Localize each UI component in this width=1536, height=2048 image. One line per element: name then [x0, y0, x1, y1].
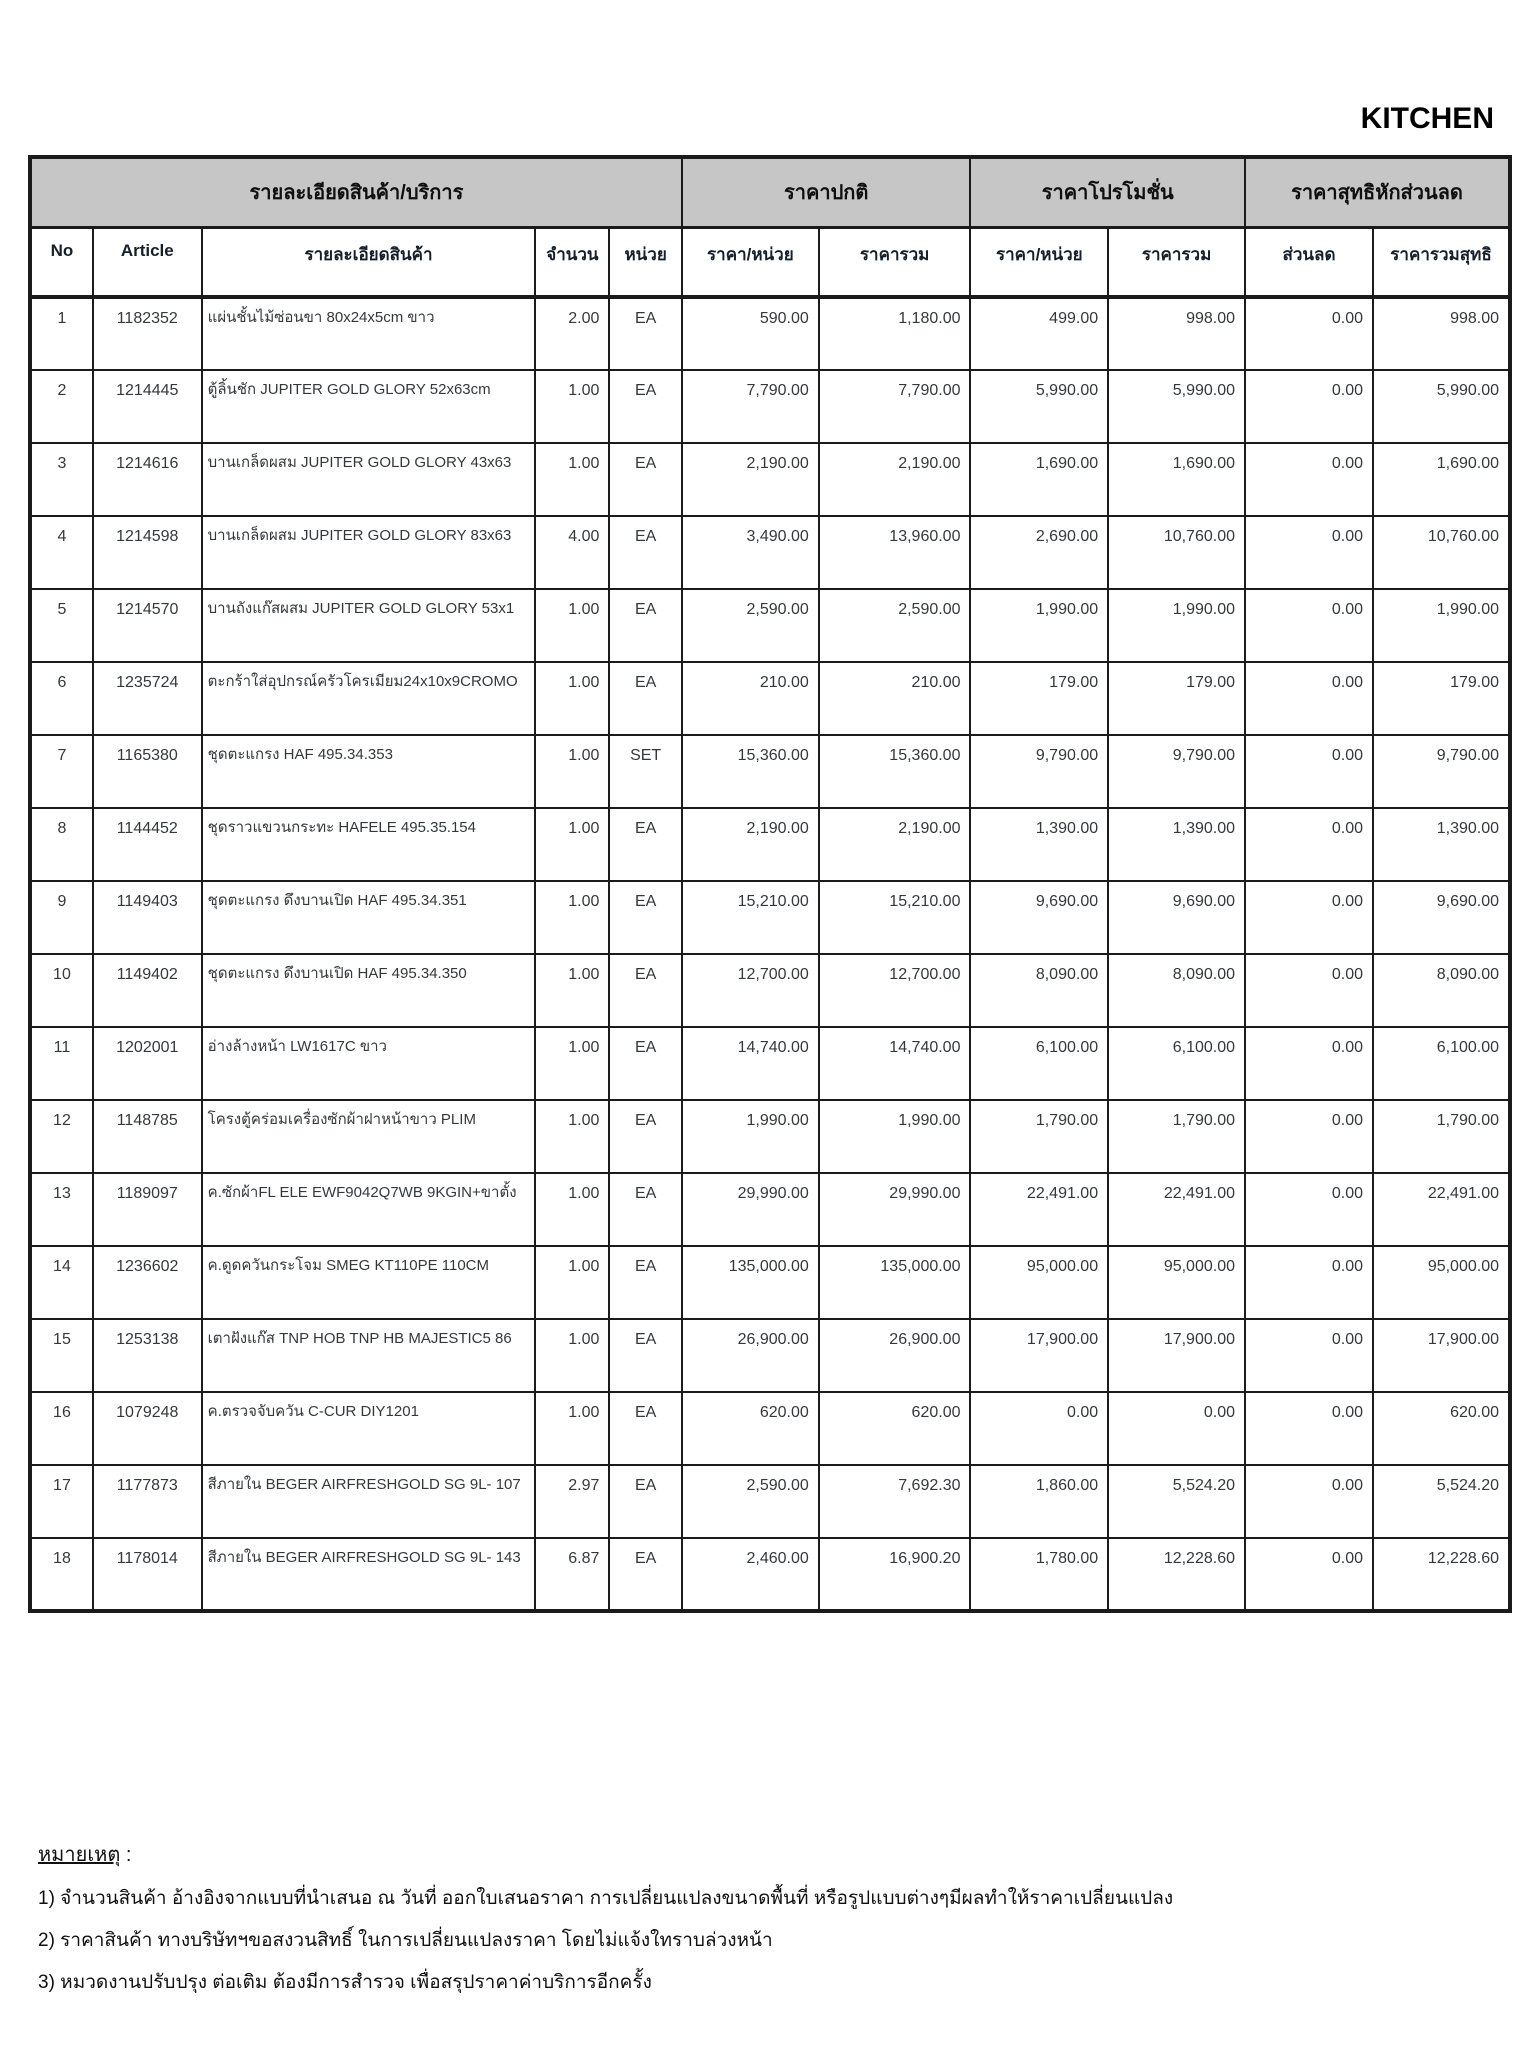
cell-discount: 0.00 — [1245, 370, 1373, 443]
cell-normal-unit-price: 2,190.00 — [682, 443, 819, 516]
cell-net-total: 1,390.00 — [1373, 808, 1510, 881]
cell-discount: 0.00 — [1245, 1173, 1373, 1246]
table-row — [30, 1100, 1510, 1173]
cell-quantity: 1.00 — [535, 881, 609, 954]
cell-net-total: 998.00 — [1373, 297, 1510, 370]
cell-unit: EA — [609, 297, 682, 370]
table-row — [30, 808, 1510, 881]
table-row — [30, 1246, 1510, 1319]
table-row — [30, 1392, 1510, 1465]
cell-discount: 0.00 — [1245, 516, 1373, 589]
cell-net-total: 6,100.00 — [1373, 1027, 1510, 1100]
cell-quantity: 1.00 — [535, 589, 609, 662]
cell-description: ตู้ลิ้นชัก JUPITER GOLD GLORY 52x63cm — [202, 370, 536, 443]
cell-article-number: 1149402 — [93, 954, 202, 1027]
cell-description: ค.ดูดควันกระโจม SMEG KT110PE 110CM — [202, 1246, 536, 1319]
notes-heading-label: หมายเหตุ — [38, 1844, 121, 1866]
cell-net-total: 179.00 — [1373, 662, 1510, 735]
table-row — [30, 589, 1510, 662]
cell-promo-unit-price: 179.00 — [970, 662, 1108, 735]
cell-row-number: 6 — [30, 662, 93, 735]
cell-net-total: 12,228.60 — [1373, 1538, 1510, 1611]
cell-quantity: 1.00 — [535, 443, 609, 516]
cell-description: ชุดตะแกรง HAF 495.34.353 — [202, 735, 536, 808]
cell-normal-unit-price: 1,990.00 — [682, 1100, 819, 1173]
cell-discount: 0.00 — [1245, 1100, 1373, 1173]
cell-row-number: 8 — [30, 808, 93, 881]
cell-promo-unit-price: 1,780.00 — [970, 1538, 1108, 1611]
col-header-promo-total: ราคารวม — [1108, 227, 1245, 297]
cell-promo-total: 17,900.00 — [1108, 1319, 1245, 1392]
cell-article-number: 1214445 — [93, 370, 202, 443]
cell-discount: 0.00 — [1245, 662, 1373, 735]
notes-heading — [38, 1845, 1173, 1865]
cell-normal-total: 14,740.00 — [819, 1027, 971, 1100]
cell-row-number: 7 — [30, 735, 93, 808]
cell-promo-total: 179.00 — [1108, 662, 1245, 735]
cell-discount: 0.00 — [1245, 1319, 1373, 1392]
cell-discount: 0.00 — [1245, 1392, 1373, 1465]
table-row — [30, 370, 1510, 443]
cell-quantity: 1.00 — [535, 1027, 609, 1100]
cell-unit: EA — [609, 1538, 682, 1611]
cell-discount: 0.00 — [1245, 1027, 1373, 1100]
cell-unit: EA — [609, 370, 682, 443]
cell-unit: EA — [609, 1173, 682, 1246]
cell-row-number: 9 — [30, 881, 93, 954]
cell-row-number: 15 — [30, 1319, 93, 1392]
col-header-normal-total: ราคารวม — [819, 227, 971, 297]
cell-net-total: 95,000.00 — [1373, 1246, 1510, 1319]
cell-normal-unit-price: 2,590.00 — [682, 589, 819, 662]
cell-quantity: 1.00 — [535, 1100, 609, 1173]
cell-article-number: 1178014 — [93, 1538, 202, 1611]
cell-promo-total: 9,790.00 — [1108, 735, 1245, 808]
cell-article-number: 1182352 — [93, 297, 202, 370]
cell-normal-unit-price: 2,460.00 — [682, 1538, 819, 1611]
cell-normal-total: 135,000.00 — [819, 1246, 971, 1319]
cell-promo-unit-price: 1,790.00 — [970, 1100, 1108, 1173]
cell-quantity: 1.00 — [535, 1392, 609, 1465]
note-line-2: 2) ราคาสินค้า ทางบริษัทฯขอสงวนสิทธิ์ ในการเปลี่ยนแปลงราคา โดยไม่แจ้งใทราบล่วงหน้า — [38, 1930, 773, 1951]
table-row — [30, 662, 1510, 735]
cell-article-number: 1214598 — [93, 516, 202, 589]
cell-promo-total: 1,790.00 — [1108, 1100, 1245, 1173]
cell-quantity: 1.00 — [535, 370, 609, 443]
cell-quantity: 6.87 — [535, 1538, 609, 1611]
cell-row-number: 18 — [30, 1538, 93, 1611]
cell-normal-unit-price: 14,740.00 — [682, 1027, 819, 1100]
cell-article-number: 1202001 — [93, 1027, 202, 1100]
cell-unit: EA — [609, 516, 682, 589]
cell-unit: EA — [609, 1392, 682, 1465]
table-row — [30, 1319, 1510, 1392]
cell-promo-unit-price: 1,390.00 — [970, 808, 1108, 881]
column-header-row — [30, 227, 1510, 297]
cell-promo-unit-price: 9,690.00 — [970, 881, 1108, 954]
cell-row-number: 11 — [30, 1027, 93, 1100]
cell-unit: EA — [609, 881, 682, 954]
cell-unit: EA — [609, 1100, 682, 1173]
cell-row-number: 2 — [30, 370, 93, 443]
cell-normal-total: 2,590.00 — [819, 589, 971, 662]
cell-row-number: 10 — [30, 954, 93, 1027]
cell-net-total: 17,900.00 — [1373, 1319, 1510, 1392]
cell-description: ชุดตะแกรง ดึงบานเปิด HAF 495.34.350 — [202, 954, 536, 1027]
cell-description: สีภายใน BEGER AIRFRESHGOLD SG 9L- 107 — [202, 1465, 536, 1538]
cell-promo-total: 8,090.00 — [1108, 954, 1245, 1027]
cell-discount: 0.00 — [1245, 589, 1373, 662]
cell-row-number: 1 — [30, 297, 93, 370]
cell-normal-unit-price: 210.00 — [682, 662, 819, 735]
cell-normal-unit-price: 590.00 — [682, 297, 819, 370]
cell-unit: EA — [609, 1246, 682, 1319]
cell-promo-unit-price: 0.00 — [970, 1392, 1108, 1465]
cell-unit: EA — [609, 808, 682, 881]
cell-net-total: 620.00 — [1373, 1392, 1510, 1465]
group-header-net-after-discount: ราคาสุทธิหักส่วนลด — [1245, 157, 1510, 227]
group-header-product-details: รายละเอียดสินค้า/บริการ — [30, 157, 682, 227]
cell-description: บานถังแก๊สผสม JUPITER GOLD GLORY 53x1 — [202, 589, 536, 662]
group-header-promo-price: ราคาโปรโมชั่น — [970, 157, 1245, 227]
col-header-discount: ส่วนลด — [1245, 227, 1373, 297]
cell-article-number: 1148785 — [93, 1100, 202, 1173]
cell-description: อ่างล้างหน้า LW1617C ขาว — [202, 1027, 536, 1100]
cell-net-total: 5,990.00 — [1373, 370, 1510, 443]
cell-promo-total: 998.00 — [1108, 297, 1245, 370]
cell-description: เตาฝังแก๊ส TNP HOB TNP HB MAJESTIC5 86 — [202, 1319, 536, 1392]
cell-discount: 0.00 — [1245, 954, 1373, 1027]
cell-quantity: 2.97 — [535, 1465, 609, 1538]
cell-normal-total: 7,790.00 — [819, 370, 971, 443]
cell-promo-total: 12,228.60 — [1108, 1538, 1245, 1611]
cell-article-number: 1177873 — [93, 1465, 202, 1538]
cell-promo-unit-price: 22,491.00 — [970, 1173, 1108, 1246]
cell-promo-unit-price: 17,900.00 — [970, 1319, 1108, 1392]
cell-net-total: 10,760.00 — [1373, 516, 1510, 589]
cell-unit: EA — [609, 1465, 682, 1538]
notes-heading-colon: : — [120, 1844, 132, 1866]
cell-normal-unit-price: 620.00 — [682, 1392, 819, 1465]
cell-promo-unit-price: 1,690.00 — [970, 443, 1108, 516]
cell-quantity: 1.00 — [535, 1319, 609, 1392]
cell-row-number: 5 — [30, 589, 93, 662]
col-header-net-total: ราคารวมสุทธิ — [1373, 227, 1510, 297]
cell-row-number: 3 — [30, 443, 93, 516]
cell-promo-unit-price: 499.00 — [970, 297, 1108, 370]
cell-quantity: 1.00 — [535, 808, 609, 881]
cell-unit: EA — [609, 954, 682, 1027]
cell-normal-total: 2,190.00 — [819, 808, 971, 881]
cell-article-number: 1214616 — [93, 443, 202, 516]
cell-promo-unit-price: 8,090.00 — [970, 954, 1108, 1027]
table-row — [30, 1465, 1510, 1538]
cell-net-total: 1,790.00 — [1373, 1100, 1510, 1173]
cell-promo-unit-price: 1,860.00 — [970, 1465, 1108, 1538]
cell-article-number: 1189097 — [93, 1173, 202, 1246]
cell-article-number: 1149403 — [93, 881, 202, 954]
cell-article-number: 1214570 — [93, 589, 202, 662]
cell-promo-unit-price: 95,000.00 — [970, 1246, 1108, 1319]
cell-description: แผ่นชั้นไม้ซ่อนขา 80x24x5cm ขาว — [202, 297, 536, 370]
cell-quantity: 1.00 — [535, 1173, 609, 1246]
cell-promo-total: 5,990.00 — [1108, 370, 1245, 443]
cell-unit: EA — [609, 662, 682, 735]
cell-quantity: 1.00 — [535, 662, 609, 735]
cell-row-number: 13 — [30, 1173, 93, 1246]
cell-normal-unit-price: 2,590.00 — [682, 1465, 819, 1538]
cell-normal-unit-price: 2,190.00 — [682, 808, 819, 881]
table-header — [30, 157, 1510, 297]
cell-row-number: 17 — [30, 1465, 93, 1538]
cell-normal-unit-price: 7,790.00 — [682, 370, 819, 443]
cell-promo-unit-price: 6,100.00 — [970, 1027, 1108, 1100]
cell-article-number: 1165380 — [93, 735, 202, 808]
cell-promo-unit-price: 9,790.00 — [970, 735, 1108, 808]
cell-net-total: 9,690.00 — [1373, 881, 1510, 954]
cell-promo-total: 1,690.00 — [1108, 443, 1245, 516]
cell-normal-total: 16,900.20 — [819, 1538, 971, 1611]
cell-net-total: 9,790.00 — [1373, 735, 1510, 808]
cell-discount: 0.00 — [1245, 1465, 1373, 1538]
cell-normal-total: 210.00 — [819, 662, 971, 735]
cell-promo-total: 10,760.00 — [1108, 516, 1245, 589]
cell-discount: 0.00 — [1245, 735, 1373, 808]
cell-normal-unit-price: 12,700.00 — [682, 954, 819, 1027]
cell-promo-total: 95,000.00 — [1108, 1246, 1245, 1319]
table-row — [30, 735, 1510, 808]
cell-promo-total: 5,524.20 — [1108, 1465, 1245, 1538]
cell-quantity: 1.00 — [535, 954, 609, 1027]
cell-quantity: 1.00 — [535, 735, 609, 808]
cell-normal-total: 15,210.00 — [819, 881, 971, 954]
cell-normal-total: 7,692.30 — [819, 1465, 971, 1538]
cell-unit: EA — [609, 1319, 682, 1392]
cell-normal-total: 29,990.00 — [819, 1173, 971, 1246]
cell-article-number: 1079248 — [93, 1392, 202, 1465]
table-row — [30, 1173, 1510, 1246]
cell-unit: EA — [609, 1027, 682, 1100]
cell-normal-total: 26,900.00 — [819, 1319, 971, 1392]
quotation-table — [28, 155, 1512, 1613]
notes-section — [38, 1845, 1173, 2015]
cell-normal-unit-price: 15,360.00 — [682, 735, 819, 808]
col-header-description: รายละเอียดสินค้า — [202, 227, 536, 297]
cell-net-total: 5,524.20 — [1373, 1465, 1510, 1538]
col-header-unit: หน่วย — [609, 227, 682, 297]
cell-normal-unit-price: 26,900.00 — [682, 1319, 819, 1392]
cell-discount: 0.00 — [1245, 1538, 1373, 1611]
cell-promo-unit-price: 2,690.00 — [970, 516, 1108, 589]
table-row — [30, 297, 1510, 370]
cell-row-number: 14 — [30, 1246, 93, 1319]
cell-description: บานเกล็ดผสม JUPITER GOLD GLORY 83x63 — [202, 516, 536, 589]
cell-promo-unit-price: 5,990.00 — [970, 370, 1108, 443]
cell-quantity: 4.00 — [535, 516, 609, 589]
cell-net-total: 1,990.00 — [1373, 589, 1510, 662]
table-row — [30, 954, 1510, 1027]
cell-normal-total: 13,960.00 — [819, 516, 971, 589]
col-header-article: Article — [93, 227, 202, 297]
cell-quantity: 1.00 — [535, 1246, 609, 1319]
cell-row-number: 16 — [30, 1392, 93, 1465]
cell-description: โครงตู้คร่อมเครื่องซักผ้าฝาหน้าขาว PLIM — [202, 1100, 536, 1173]
cell-normal-total: 12,700.00 — [819, 954, 971, 1027]
cell-promo-total: 1,990.00 — [1108, 589, 1245, 662]
cell-promo-total: 22,491.00 — [1108, 1173, 1245, 1246]
cell-article-number: 1253138 — [93, 1319, 202, 1392]
cell-description: ค.ซักผ้าFL ELE EWF9042Q7WB 9KGIN+ขาตั้ง — [202, 1173, 536, 1246]
cell-normal-total: 15,360.00 — [819, 735, 971, 808]
cell-net-total: 1,690.00 — [1373, 443, 1510, 516]
cell-row-number: 4 — [30, 516, 93, 589]
table-row — [30, 516, 1510, 589]
note-line-3: 3) หมวดงานปรับปรุง ต่อเติม ต้องมีการสำรวจ เพื่อสรุปราคาค่าบริการอีกครั้ง — [38, 1972, 652, 1993]
table-row — [30, 1538, 1510, 1611]
table-row — [30, 881, 1510, 954]
cell-promo-total: 1,390.00 — [1108, 808, 1245, 881]
col-header-no: No — [30, 227, 93, 297]
cell-promo-total: 0.00 — [1108, 1392, 1245, 1465]
cell-quantity: 2.00 — [535, 297, 609, 370]
group-header-normal-price: ราคาปกติ — [682, 157, 971, 227]
table-body — [30, 297, 1510, 1611]
page-title: KITCHEN — [1360, 102, 1494, 135]
cell-normal-unit-price: 135,000.00 — [682, 1246, 819, 1319]
cell-unit: EA — [609, 589, 682, 662]
cell-promo-total: 6,100.00 — [1108, 1027, 1245, 1100]
col-header-quantity: จำนวน — [535, 227, 609, 297]
cell-net-total: 8,090.00 — [1373, 954, 1510, 1027]
cell-net-total: 22,491.00 — [1373, 1173, 1510, 1246]
cell-discount: 0.00 — [1245, 881, 1373, 954]
cell-description: ชุดราวแขวนกระทะ HAFELE 495.35.154 — [202, 808, 536, 881]
cell-row-number: 12 — [30, 1100, 93, 1173]
group-header-row — [30, 157, 1510, 227]
cell-description: ค.ตรวจจับควัน C-CUR DIY1201 — [202, 1392, 536, 1465]
cell-unit: EA — [609, 443, 682, 516]
cell-discount: 0.00 — [1245, 808, 1373, 881]
cell-discount: 0.00 — [1245, 297, 1373, 370]
cell-discount: 0.00 — [1245, 443, 1373, 516]
cell-normal-unit-price: 29,990.00 — [682, 1173, 819, 1246]
cell-description: ตะกร้าใส่อุปกรณ์ครัวโครเมียม24x10x9CROMO — [202, 662, 536, 735]
cell-normal-total: 2,190.00 — [819, 443, 971, 516]
col-header-promo-unit-price: ราคา/หน่วย — [970, 227, 1108, 297]
col-header-normal-unit-price: ราคา/หน่วย — [682, 227, 819, 297]
cell-description: บานเกล็ดผสม JUPITER GOLD GLORY 43x63 — [202, 443, 536, 516]
cell-promo-unit-price: 1,990.00 — [970, 589, 1108, 662]
cell-normal-unit-price: 3,490.00 — [682, 516, 819, 589]
cell-unit: SET — [609, 735, 682, 808]
cell-article-number: 1144452 — [93, 808, 202, 881]
cell-description: สีภายใน BEGER AIRFRESHGOLD SG 9L- 143 — [202, 1538, 536, 1611]
cell-normal-total: 1,990.00 — [819, 1100, 971, 1173]
cell-article-number: 1235724 — [93, 662, 202, 735]
note-line-1: 1) จำนวนสินค้า อ้างอิงจากแบบที่นำเสนอ ณ วันที่ ออกใบเสนอราคา การเปลี่ยนแปลงขนาดพื้นที่ หรือรูปแบบต่างๆมีผลทำให้ราคาเปลี่ยนแปลง — [38, 1888, 1174, 1909]
table-row — [30, 1027, 1510, 1100]
cell-description: ชุดตะแกรง ดึงบานเปิด HAF 495.34.351 — [202, 881, 536, 954]
cell-promo-total: 9,690.00 — [1108, 881, 1245, 954]
cell-normal-total: 1,180.00 — [819, 297, 971, 370]
table-row — [30, 443, 1510, 516]
cell-normal-unit-price: 15,210.00 — [682, 881, 819, 954]
cell-normal-total: 620.00 — [819, 1392, 971, 1465]
cell-discount: 0.00 — [1245, 1246, 1373, 1319]
cell-article-number: 1236602 — [93, 1246, 202, 1319]
